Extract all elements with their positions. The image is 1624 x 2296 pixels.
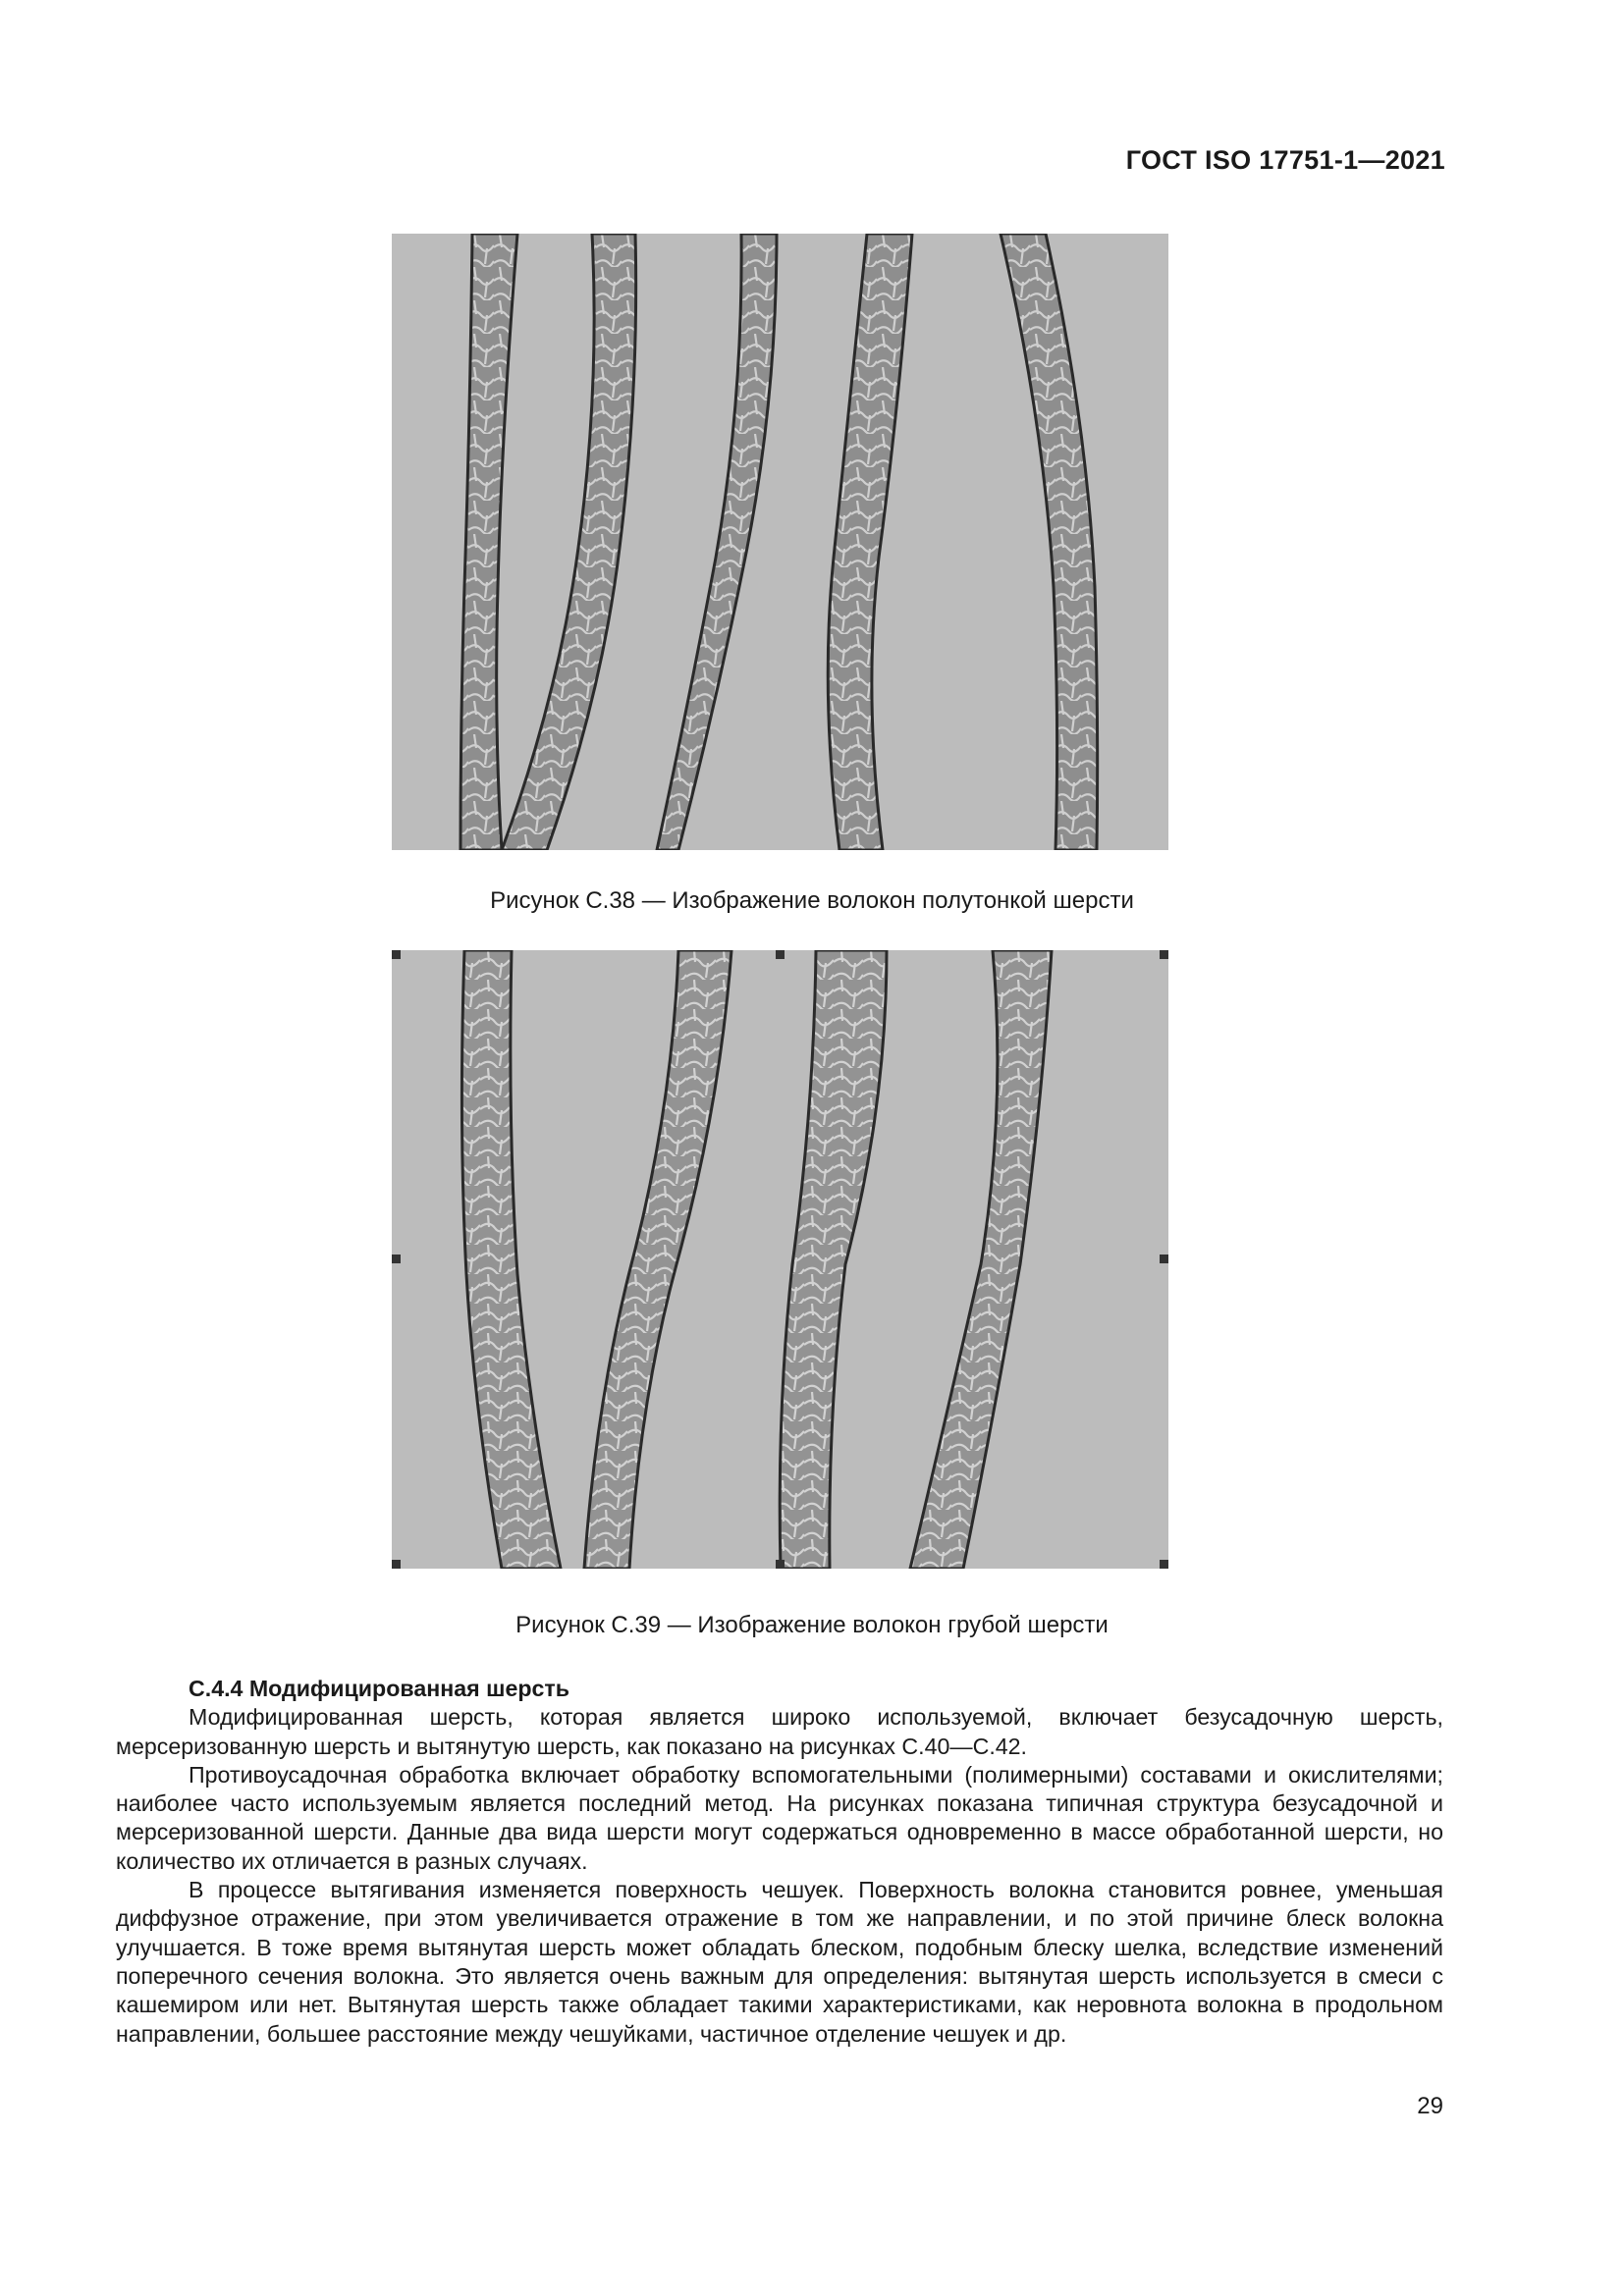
selection-handle — [1160, 1255, 1168, 1263]
selection-handle — [776, 950, 785, 959]
section-body — [116, 1675, 1443, 2049]
fiber — [502, 234, 636, 850]
selection-handle — [776, 1560, 785, 1569]
fiber — [657, 234, 777, 850]
fiber — [910, 950, 1052, 1569]
selection-handle — [392, 950, 401, 959]
fiber-micrograph-1 — [392, 234, 1168, 850]
figure-coarse-wool-fibers — [392, 950, 1168, 1569]
fiber — [460, 234, 517, 850]
section-title: С.4.4 Модифицированная шерсть — [189, 1676, 570, 1701]
document-header: ГОСТ ISO 17751-1—2021 — [1125, 145, 1445, 175]
figure-caption: Рисунок С.38 — Изображение волокон полутонкой шерсти — [490, 887, 1134, 914]
fiber — [584, 950, 731, 1569]
fiber-micrograph-2 — [392, 950, 1168, 1569]
selection-handle — [392, 1560, 401, 1569]
selection-handle — [392, 1255, 401, 1263]
fiber — [780, 950, 887, 1569]
paragraph: Противоусадочная обработка включает обработку вспомогательными (полимерными) составами и окислителями; наиболее часто используемым является последний метод. На рисунках показана типичная структура безусадочной и мерсеризованной шерсти. Данные два вида шерсти могут содержаться одновременно в массе обработанной шерсти, но количество их отличается в разных случаях. — [116, 1761, 1443, 1874]
fiber — [1001, 234, 1098, 850]
figure-caption: Рисунок С.39 — Изображение волокон грубой шерсти — [515, 1612, 1109, 1638]
figure-semi-fine-wool-fibers — [392, 234, 1168, 850]
selection-handle — [1160, 1560, 1168, 1569]
paragraph: Модифицированная шерсть, которая является широко используемой, включает безусадочную шерсть, мерсеризованную шерсть и вытянутую шерсть, как показано на рисунках С.40—С.42. — [116, 1704, 1443, 1759]
page-number: 29 — [1417, 2093, 1443, 2119]
selection-handle — [1160, 950, 1168, 959]
fiber — [828, 234, 912, 850]
fiber — [461, 950, 561, 1569]
paragraph: В процессе вытягивания изменяется поверхность чешуек. Поверхность волокна становится ровнее, уменьшая диффузное отражение, при этом увеличивается отражение в том же направлении, и по этой причине блеск волокна улучшается. В тоже время вытянутая шерсть может обладать блеском, подобным блеску шелка, вследствие изменений поперечного сечения волокна. Это является очень важным для определения: вытянутая шерсть используется в смеси с кашемиром или нет. Вытянутая шерсть также обладает такими характеристиками, как неровнота волокна в продольном направлении, большее расстояние между чешуйками, частичное отделение чешуек и др. — [116, 1877, 1443, 2047]
